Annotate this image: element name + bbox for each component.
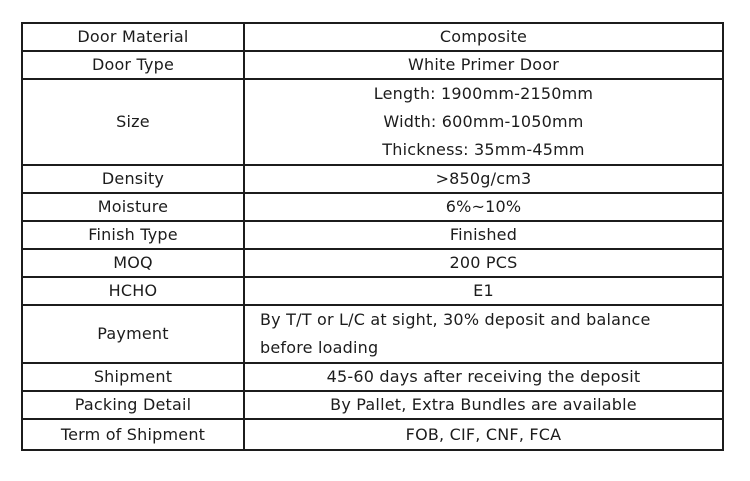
spec-value-term-of-shipment: FOB, CIF, CNF, FCA: [244, 419, 723, 450]
spec-label-door-type: Door Type: [22, 51, 244, 79]
spec-value-hcho: E1: [244, 277, 723, 305]
spec-value-door-material: Composite: [244, 23, 723, 51]
spec-value-moisture: 6%~10%: [244, 193, 723, 221]
product-spec-table-body: [22, 23, 723, 450]
spec-value-shipment: 45-60 days after receiving the deposit: [244, 363, 723, 391]
table-row: [22, 79, 723, 165]
table-row: [22, 193, 723, 221]
table-row: [22, 305, 723, 363]
spec-value-door-type: White Primer Door: [244, 51, 723, 79]
spec-value-size: [244, 79, 723, 165]
spec-label-moq: MOQ: [22, 249, 244, 277]
product-spec-table: [21, 22, 724, 451]
table-row: [22, 165, 723, 193]
spec-value-packing-detail: By Pallet, Extra Bundles are available: [244, 391, 723, 419]
table-row: [22, 363, 723, 391]
spec-label-door-material: Door Material: [22, 23, 244, 51]
table-row: [22, 23, 723, 51]
spec-label-density: Density: [22, 165, 244, 193]
spec-value-finish-type: Finished: [244, 221, 723, 249]
spec-label-moisture: Moisture: [22, 193, 244, 221]
spec-value-line: Thickness: 35mm-45mm: [382, 140, 585, 159]
table-row: [22, 249, 723, 277]
table-row: [22, 391, 723, 419]
table-row: [22, 221, 723, 249]
spec-value-line: Width: 600mm-1050mm: [383, 112, 584, 131]
spec-label-size: Size: [22, 79, 244, 165]
spec-label-payment: Payment: [22, 305, 244, 363]
spec-label-packing-detail: Packing Detail: [22, 391, 244, 419]
spec-label-shipment: Shipment: [22, 363, 244, 391]
spec-label-hcho: HCHO: [22, 277, 244, 305]
spec-value-payment: By T/T or L/C at sight, 30% deposit and balance before loading: [244, 305, 723, 363]
spec-label-finish-type: Finish Type: [22, 221, 244, 249]
table-row: [22, 277, 723, 305]
spec-value-line: Length: 1900mm-2150mm: [373, 84, 594, 103]
spec-label-term-of-shipment: Term of Shipment: [22, 419, 244, 450]
spec-value-density: >850g/cm3: [244, 165, 723, 193]
spec-value-moq: 200 PCS: [244, 249, 723, 277]
table-row: [22, 419, 723, 450]
table-row: [22, 51, 723, 79]
